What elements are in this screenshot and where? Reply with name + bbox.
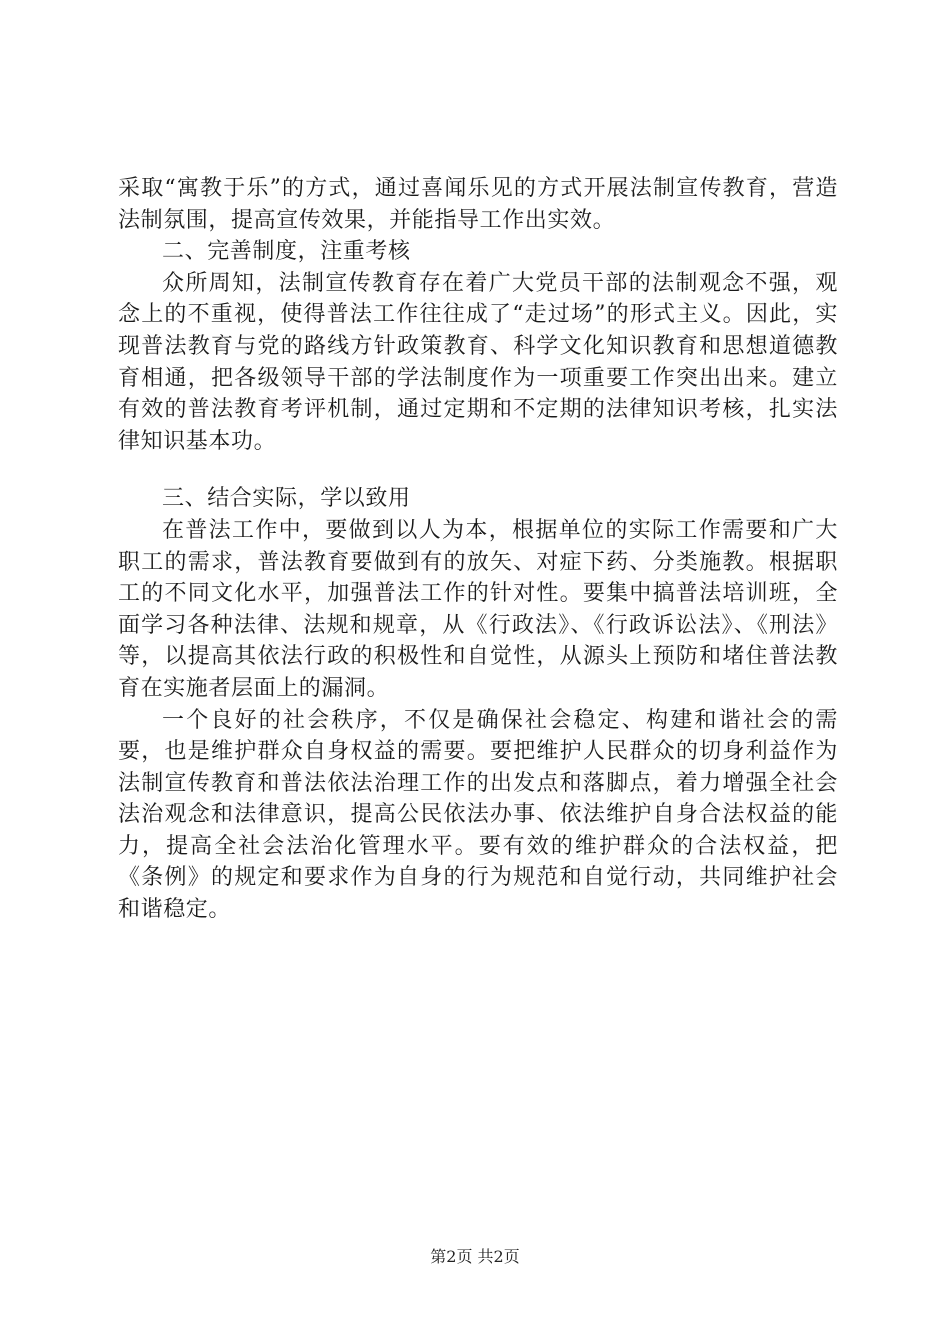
paragraph-4: 一个良好的社会秩序，不仅是确保社会稳定、构建和谐社会的需要，也是维护群众自身权益的需要。要把维护人民群众的切身利益作为法制宣传教育和普法依法治理工作的出发点和落脚点，着力增强全社会法治观念和法律意识，提高公民依法办事、依法维护自身合法权益的能力，提高全社会法治化管理水平。要有效的维护群众的合法权益，把《条例》的规定和要求作为自身的行为规范和自觉行动，共同维护社会和谐稳定。 bbox=[118, 707, 838, 923]
paragraph-2: 众所周知，法制宣传教育存在着广大党员干部的法制观念不强，观念上的不重视，使得普法工作往往成了“走过场”的形式主义。因此，实现普法教育与党的路线方针政策教育、科学文化知识教育和思想道德教育相通，把各级领导干部的学法制度作为一项重要工作突出出来。建立有效的普法教育考评机制，通过定期和不定期的法律知识考核，扎实法律知识基本功。 bbox=[118, 270, 838, 454]
page-number-footer: 第2页 共2页 bbox=[430, 1247, 520, 1266]
paragraph-gap bbox=[118, 457, 838, 483]
paragraph-continuation: 采取“寓教于乐”的方式，通过喜闻乐见的方式开展法制宣传教育，营造法制氛围，提高宣传效果，并能指导工作出实效。 bbox=[118, 176, 838, 233]
section-heading-3: 三、结合实际，学以致用 bbox=[162, 486, 411, 512]
paragraph-3: 在普法工作中，要做到以人为本，根据单位的实际工作需要和广大职工的需求，普法教育要做到有的放矢、对症下药、分类施教。根据职工的不同文化水平，加强普法工作的针对性。要集中搞普法培训班，全面学习各种法律、法规和规章，从《行政法》、《行政诉讼法》、《刑法》等，以提高其依法行政的积极性和自觉性，从源头上预防和堵住普法教育在实施者层面上的漏洞。 bbox=[118, 517, 838, 701]
section-heading-2: 二、完善制度，注重考核 bbox=[162, 239, 411, 265]
document-body bbox=[118, 173, 838, 926]
